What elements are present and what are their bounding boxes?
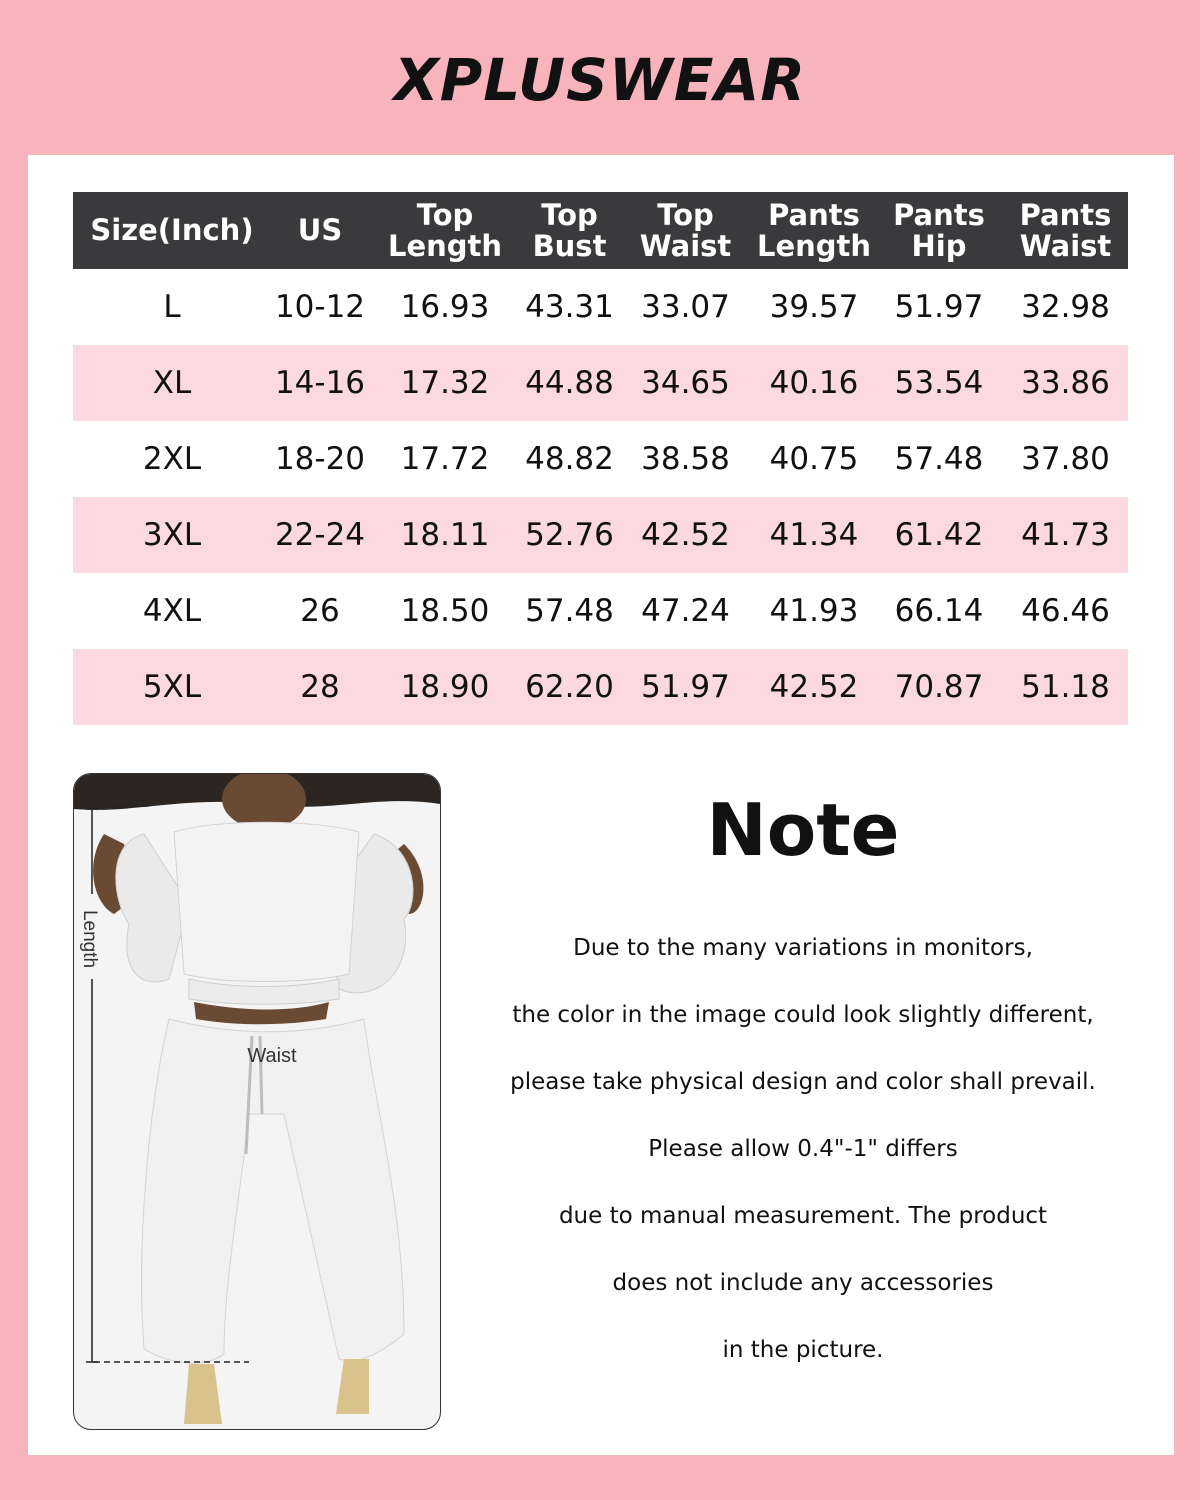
table-cell: 2XL bbox=[142, 441, 202, 477]
table-cell: 46.46 bbox=[1021, 593, 1110, 629]
table-cell: 18.90 bbox=[369, 649, 521, 725]
table-cell: XL bbox=[73, 345, 271, 421]
note-line: Due to the many variations in monitors, bbox=[573, 935, 1033, 961]
table-cell: 37.80 bbox=[1021, 441, 1110, 477]
table-cell: 51.97 bbox=[618, 649, 753, 725]
table-cell: 3XL bbox=[73, 497, 271, 573]
table-cell: 14-16 bbox=[271, 345, 369, 421]
note-body bbox=[488, 915, 1118, 1384]
table-cell: 66.14 bbox=[894, 593, 984, 629]
table-cell: 47.24 bbox=[641, 593, 730, 629]
table-cell: 18.50 bbox=[400, 593, 490, 629]
brand-header bbox=[0, 38, 1200, 128]
table-cell: 38.58 bbox=[641, 441, 730, 477]
table-cell: 52.76 bbox=[521, 497, 618, 573]
table-cell: 41.34 bbox=[753, 497, 875, 573]
note-line: please take physical design and color shall prevail. bbox=[510, 1069, 1096, 1095]
table-cell: 51.97 bbox=[894, 289, 984, 325]
size-table bbox=[73, 192, 1128, 725]
table-cell: 34.65 bbox=[618, 345, 753, 421]
table-cell: 22-24 bbox=[271, 497, 369, 573]
note-title: Note bbox=[706, 788, 900, 872]
table-cell: 53.54 bbox=[875, 345, 1003, 421]
table-cell: 41.73 bbox=[1003, 497, 1128, 573]
table-cell: 44.88 bbox=[521, 345, 618, 421]
table-cell: 5XL bbox=[73, 649, 271, 725]
product-photo bbox=[73, 773, 441, 1430]
note-line: the color in the image could look slightly different, bbox=[512, 1002, 1094, 1028]
table-cell: 40.75 bbox=[769, 441, 859, 477]
table-row bbox=[73, 497, 1128, 573]
header-pants-waist: Pants Waist bbox=[1003, 192, 1128, 269]
table-cell: 26 bbox=[300, 593, 340, 629]
table-cell: 16.93 bbox=[400, 289, 490, 325]
header-top-length: Top Length bbox=[369, 192, 521, 269]
header-us: US bbox=[271, 192, 369, 269]
note-line: in the picture. bbox=[722, 1337, 884, 1363]
header-top-waist: Top Waist bbox=[618, 192, 753, 269]
table-row bbox=[73, 345, 1128, 421]
table-row bbox=[73, 421, 1128, 497]
table-cell: 51.18 bbox=[1003, 649, 1128, 725]
table-cell: 57.48 bbox=[894, 441, 984, 477]
table-cell: 48.82 bbox=[525, 441, 614, 477]
table-cell: 33.86 bbox=[1003, 345, 1128, 421]
table-cell: 42.52 bbox=[753, 649, 875, 725]
size-chart-card bbox=[28, 155, 1174, 1455]
header-pants-length: Pants Length bbox=[753, 192, 875, 269]
note-line: due to manual measurement. The product bbox=[558, 1203, 1048, 1229]
header-pants-hip: Pants Hip bbox=[875, 192, 1003, 269]
table-cell: 17.32 bbox=[369, 345, 521, 421]
table-header-row bbox=[73, 192, 1128, 269]
table-cell: 10-12 bbox=[274, 289, 366, 325]
table-cell: L bbox=[163, 289, 181, 325]
table-cell: 70.87 bbox=[875, 649, 1003, 725]
table-cell: 42.52 bbox=[618, 497, 753, 573]
table-cell: 39.57 bbox=[769, 289, 859, 325]
table-cell: 18.11 bbox=[369, 497, 521, 573]
table-cell: 18-20 bbox=[274, 441, 366, 477]
table-cell: 57.48 bbox=[525, 593, 614, 629]
length-label: Length bbox=[79, 909, 100, 969]
table-cell: 41.93 bbox=[769, 593, 859, 629]
note-line: does not include any accessories bbox=[612, 1270, 994, 1296]
table-cell: 62.20 bbox=[521, 649, 618, 725]
table-row bbox=[73, 573, 1128, 649]
table-cell: 61.42 bbox=[875, 497, 1003, 573]
table-cell: 33.07 bbox=[641, 289, 730, 325]
table-cell: 43.31 bbox=[525, 289, 614, 325]
product-illustration bbox=[74, 774, 440, 1429]
table-row bbox=[73, 649, 1128, 725]
header-top-bust: Top Bust bbox=[521, 192, 618, 269]
waist-label: Waist bbox=[247, 1045, 297, 1067]
table-cell: 4XL bbox=[142, 593, 202, 629]
header-size: Size(Inch) bbox=[73, 192, 271, 269]
note-section bbox=[488, 785, 1118, 1384]
table-cell: 32.98 bbox=[1021, 289, 1110, 325]
table-cell: 17.72 bbox=[400, 441, 490, 477]
table-cell: 28 bbox=[271, 649, 369, 725]
table-row bbox=[73, 269, 1128, 345]
note-line: Please allow 0.4"-1" differs bbox=[648, 1136, 958, 1162]
table-cell: 40.16 bbox=[753, 345, 875, 421]
brand-logo: XPLUSWEAR bbox=[393, 46, 807, 114]
